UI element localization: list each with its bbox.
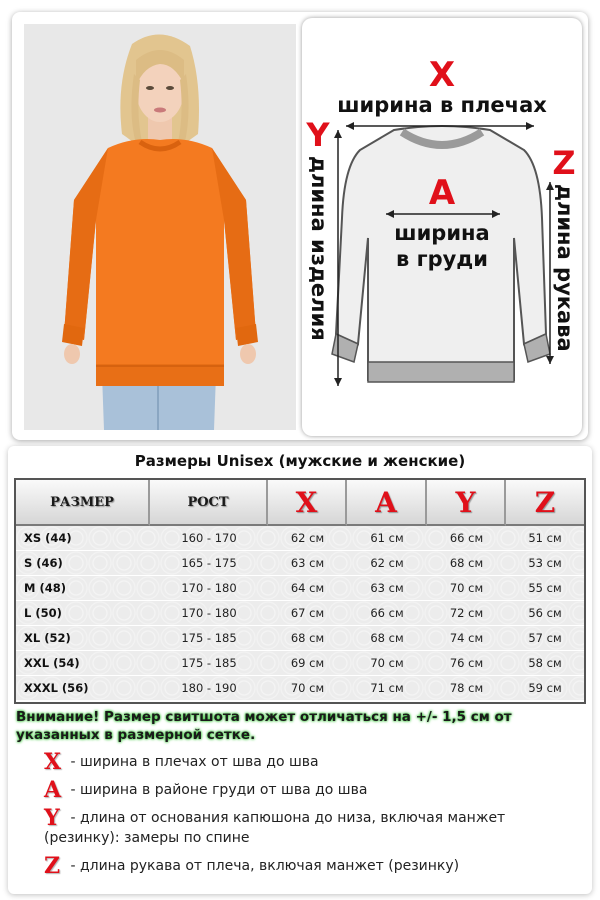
- size-warning: Внимание! Размер свитшота может отличаться на +/- 1,5 см от указанных в размерной сетке.: [16, 709, 512, 743]
- header-y: Y: [427, 480, 506, 526]
- cell-height: 175 - 185: [181, 631, 237, 645]
- diagram-label-length: длина изделия: [307, 156, 331, 341]
- cell-size: M (48): [24, 581, 66, 595]
- legend-text: - ширина в плечах от шва до шва: [66, 754, 319, 770]
- cell-z: 53 см: [528, 556, 562, 570]
- legend-letter: A: [44, 777, 62, 803]
- cell-height: 175 - 185: [181, 656, 237, 670]
- diagram-label-chest-2: в груди: [396, 247, 488, 271]
- measurement-diagram: [302, 18, 582, 436]
- legend-item-z: [44, 853, 584, 879]
- legend-letter: Y: [44, 805, 60, 831]
- table-row: [16, 576, 584, 601]
- header-size: РАЗМЕР: [16, 480, 150, 526]
- table-header: [16, 480, 584, 526]
- diagram-letter-z: Z: [552, 144, 576, 182]
- cell-y: 66 см: [449, 531, 484, 545]
- cell-z: 58 см: [528, 656, 562, 670]
- cell-y: 70 см: [449, 581, 484, 595]
- cell-size: XS (44): [24, 531, 72, 545]
- size-table: [14, 478, 586, 704]
- header-z: Z: [506, 480, 584, 526]
- cell-x: 64 см: [290, 581, 325, 595]
- diagram-letter-y: Y: [306, 116, 330, 154]
- cell-z: 55 см: [528, 581, 562, 595]
- cell-a: 71 см: [370, 681, 404, 695]
- table-row: [16, 601, 584, 626]
- cell-height: 170 - 180: [181, 581, 237, 595]
- table-row: [16, 676, 584, 701]
- table-row: [16, 651, 584, 676]
- cell-a: 66 см: [370, 606, 404, 620]
- legend-item-a: [44, 777, 584, 803]
- measurement-legend: [44, 749, 584, 884]
- cell-height: 160 - 170: [181, 531, 237, 545]
- cell-size: S (46): [24, 556, 63, 570]
- cell-y: 78 см: [449, 681, 484, 695]
- model-illustration: [24, 24, 296, 430]
- cell-size: L (50): [24, 606, 62, 620]
- diagram-letter-a: A: [428, 173, 456, 213]
- legend-text: - длина от основания капюшона до низа, включая манжет (резинку): замеры по спине: [44, 810, 506, 846]
- cell-y: 76 см: [449, 656, 484, 670]
- cell-a: 68 см: [370, 631, 404, 645]
- cell-z: 56 см: [528, 606, 562, 620]
- table-title: Размеры Unisex (мужские и женские): [134, 452, 466, 470]
- cell-size: XXL (54): [24, 656, 80, 670]
- product-photo: [24, 24, 296, 430]
- diagram-letter-x: X: [428, 55, 456, 95]
- cell-x: 70 см: [290, 681, 325, 695]
- cell-z: 57 см: [528, 631, 562, 645]
- cell-y: 68 см: [449, 556, 484, 570]
- cell-size: XXXL (56): [24, 681, 89, 695]
- cell-height: 170 - 180: [181, 606, 237, 620]
- cell-y: 74 см: [449, 631, 484, 645]
- cell-x: 63 см: [290, 556, 325, 570]
- cell-z: 51 см: [528, 531, 562, 545]
- diagram-label-sleeve: длина рукава: [553, 184, 577, 352]
- cell-a: 61 см: [370, 531, 404, 545]
- legend-item-y: [44, 805, 584, 848]
- cell-y: 72 см: [449, 606, 484, 620]
- table-row: [16, 551, 584, 576]
- cell-z: 59 см: [528, 681, 562, 695]
- header-height: РОСТ: [150, 480, 268, 526]
- legend-text: - длина рукава от плеча, включая манжет (резинку): [66, 858, 460, 874]
- cell-height: 180 - 190: [181, 681, 237, 695]
- cell-a: 70 см: [370, 656, 404, 670]
- header-x: X: [268, 480, 347, 526]
- legend-item-x: [44, 749, 584, 775]
- cell-a: 62 см: [370, 556, 404, 570]
- header-a: A: [347, 480, 427, 526]
- table-row: [16, 526, 584, 551]
- legend-letter: X: [44, 749, 62, 775]
- cell-x: 68 см: [290, 631, 325, 645]
- table-row: [16, 626, 584, 651]
- diagram-label-chest-1: ширина: [394, 221, 490, 245]
- cell-x: 69 см: [290, 656, 325, 670]
- cell-x: 67 см: [290, 606, 325, 620]
- legend-letter: Z: [44, 853, 61, 879]
- legend-text: - ширина в районе груди от шва до шва: [66, 782, 368, 798]
- cell-a: 63 см: [370, 581, 404, 595]
- cell-size: XL (52): [24, 631, 71, 645]
- sweatshirt-sketch: [302, 18, 582, 436]
- cell-height: 165 - 175: [181, 556, 237, 570]
- diagram-label-shoulders: ширина в плечах: [337, 93, 547, 117]
- cell-x: 62 см: [290, 531, 325, 545]
- table-body: [16, 526, 584, 701]
